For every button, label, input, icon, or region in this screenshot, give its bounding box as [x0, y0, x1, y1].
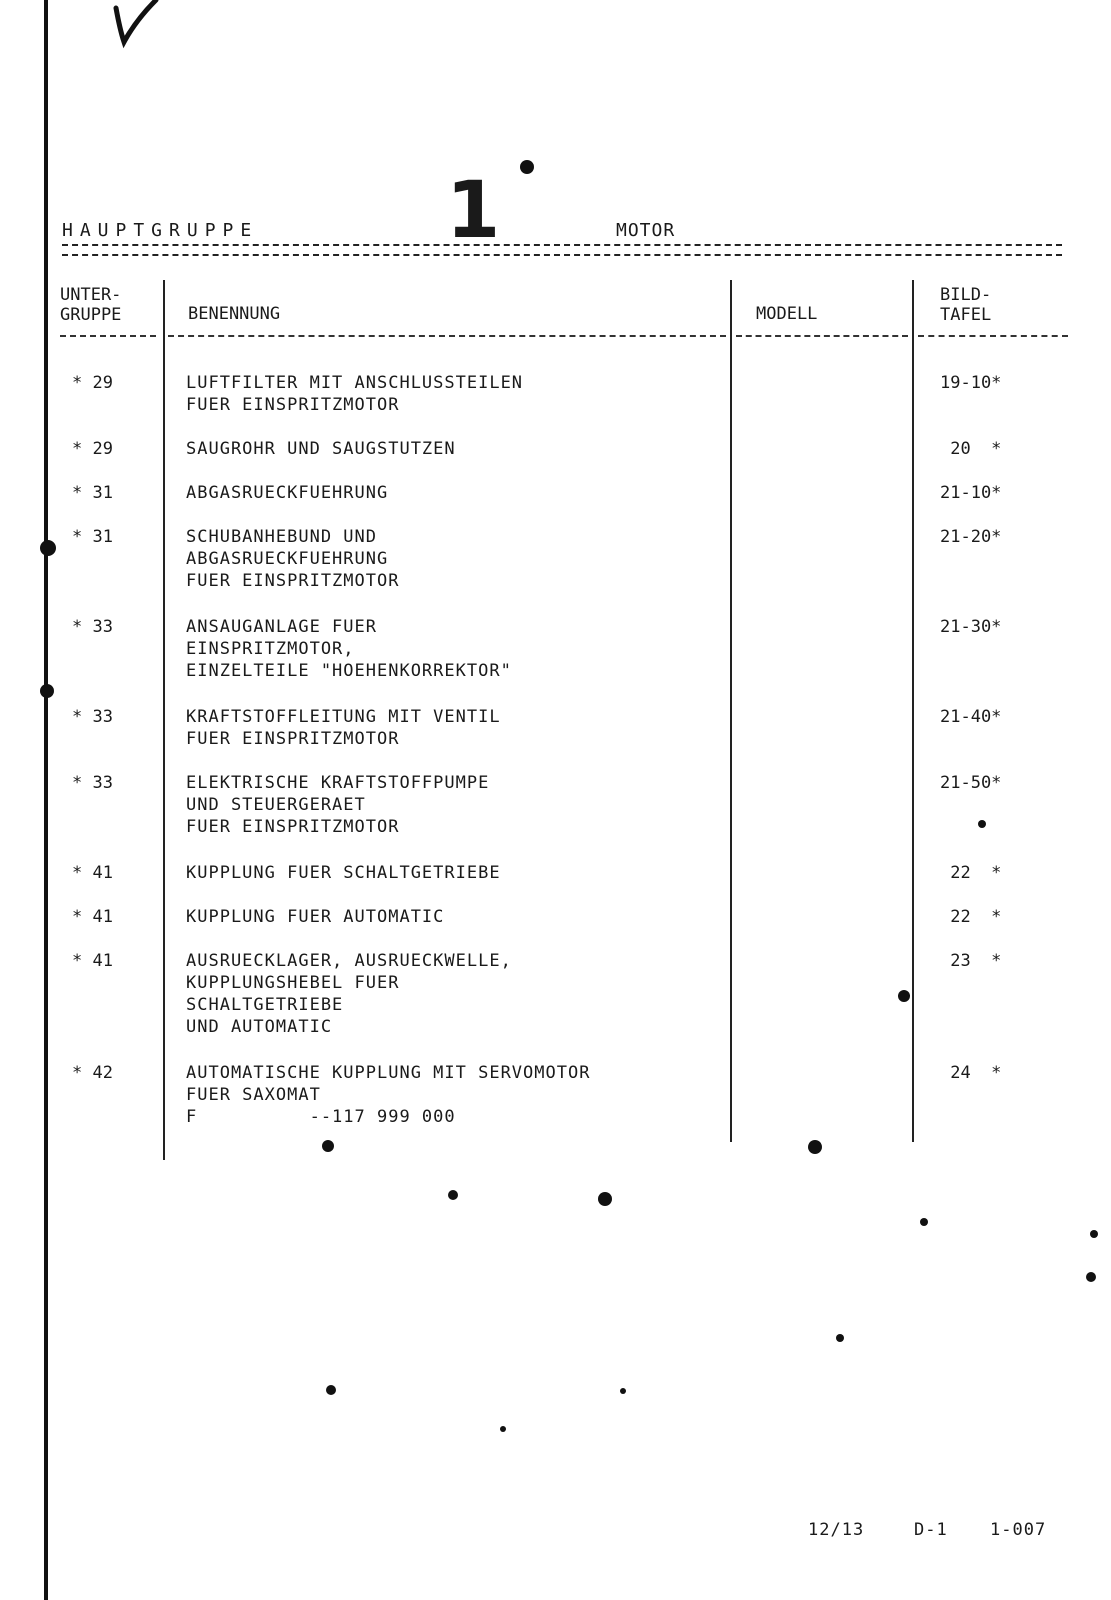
benennung-cell	[186, 372, 726, 416]
benennung-cell	[186, 950, 726, 1038]
benennung-line: ABGASRUECKFUEHRUNG	[186, 483, 389, 503]
benennung-line: EINSPRITZMOTOR,	[186, 639, 355, 659]
footer-date: 12/13	[808, 1520, 865, 1540]
header-label: HAUPTGRUPPE	[62, 220, 259, 241]
benennung-cell	[186, 1062, 726, 1128]
untergruppe-cell: * 29	[72, 373, 113, 393]
benennung-line: EINZELTEILE "HOEHENKORREKTOR"	[186, 661, 512, 681]
column-header-line: UNTER-	[60, 285, 122, 305]
scan-speck	[40, 540, 56, 556]
benennung-line: ANSAUGANLAGE FUER	[186, 617, 377, 637]
benennung-line: UND AUTOMATIC	[186, 1017, 333, 1037]
scan-speck	[322, 1140, 334, 1152]
benennung-cell	[186, 438, 726, 460]
benennung-cell	[186, 482, 726, 504]
benennung-cell	[186, 772, 726, 838]
benennung-line: KUPPLUNGSHEBEL FUER	[186, 973, 400, 993]
benennung-line: FUER SAXOMAT	[186, 1085, 321, 1105]
benennung-line: UND STEUERGERAET	[186, 795, 366, 815]
benennung-line: AUTOMATISCHE KUPPLUNG MIT SERVOMOTOR	[186, 1063, 591, 1083]
scan-speck	[448, 1190, 458, 1200]
binding-edge	[44, 0, 48, 1600]
benennung-cell	[186, 706, 726, 750]
benennung-line: F --117 999 000	[186, 1107, 456, 1127]
benennung-line: FUER EINSPRITZMOTOR	[186, 395, 400, 415]
header-rule	[168, 335, 726, 337]
column-header-bildtafel	[940, 285, 1030, 325]
bildtafel-cell: 21-10*	[940, 483, 1002, 503]
untergruppe-cell: * 33	[72, 707, 113, 727]
untergruppe-cell: * 42	[72, 1063, 113, 1083]
benennung-line: LUFTFILTER MIT ANSCHLUSSTEILEN	[186, 373, 524, 393]
footer-section: D-1	[914, 1520, 948, 1540]
bildtafel-cell: 19-10*	[940, 373, 1002, 393]
scan-speck	[598, 1192, 612, 1206]
scan-speck	[898, 990, 910, 1002]
footer-page-number: 1-007	[990, 1520, 1047, 1540]
bildtafel-cell: 22 *	[940, 907, 1002, 927]
scan-speck	[326, 1385, 336, 1395]
scan-speck	[40, 684, 54, 698]
bildtafel-cell: 21-50*	[940, 773, 1002, 793]
benennung-cell	[186, 526, 726, 592]
benennung-line: KUPPLUNG FUER AUTOMATIC	[186, 907, 445, 927]
bildtafel-cell: 23 *	[940, 951, 1002, 971]
benennung-line: FUER EINSPRITZMOTOR	[186, 571, 400, 591]
scan-speck	[520, 160, 534, 174]
column-divider	[163, 280, 165, 1160]
scan-speck	[500, 1426, 506, 1432]
untergruppe-cell: * 41	[72, 951, 113, 971]
scan-speck	[978, 820, 986, 828]
column-header-line: BILD-	[940, 285, 992, 305]
column-header-benennung: BENENNUNG	[188, 304, 281, 324]
group-number: 1	[446, 166, 501, 256]
benennung-line: ABGASRUECKFUEHRUNG	[186, 549, 389, 569]
scan-speck	[836, 1334, 844, 1342]
benennung-cell	[186, 906, 726, 928]
group-title: MOTOR	[616, 220, 676, 241]
benennung-line: KUPPLUNG FUER SCHALTGETRIEBE	[186, 863, 501, 883]
column-header-line: GRUPPE	[60, 305, 122, 325]
benennung-line: AUSRUECKLAGER, AUSRUECKWELLE,	[186, 951, 512, 971]
scan-speck	[808, 1140, 822, 1154]
bildtafel-cell: 21-30*	[940, 617, 1002, 637]
benennung-line: FUER EINSPRITZMOTOR	[186, 817, 400, 837]
column-header-line: TAFEL	[940, 305, 992, 325]
scan-speck	[920, 1218, 928, 1226]
header-double-rule	[62, 244, 1062, 256]
header-rule	[60, 335, 156, 337]
untergruppe-cell: * 31	[72, 483, 113, 503]
column-header-untergruppe	[60, 285, 160, 325]
untergruppe-cell: * 41	[72, 863, 113, 883]
benennung-line: KRAFTSTOFFLEITUNG MIT VENTIL	[186, 707, 501, 727]
untergruppe-cell: * 31	[72, 527, 113, 547]
scan-speck	[620, 1388, 626, 1394]
bildtafel-cell: 21-20*	[940, 527, 1002, 547]
header-rule	[918, 335, 1068, 337]
bildtafel-cell: 20 *	[940, 439, 1002, 459]
column-divider	[912, 280, 914, 1142]
untergruppe-cell: * 33	[72, 617, 113, 637]
column-divider	[730, 280, 732, 1142]
benennung-line: ELEKTRISCHE KRAFTSTOFFPUMPE	[186, 773, 490, 793]
benennung-line: FUER EINSPRITZMOTOR	[186, 729, 400, 749]
benennung-cell	[186, 616, 726, 682]
bildtafel-cell: 21-40*	[940, 707, 1002, 727]
scan-speck	[1090, 1230, 1098, 1238]
untergruppe-cell: * 33	[72, 773, 113, 793]
untergruppe-cell: * 41	[72, 907, 113, 927]
benennung-cell	[186, 862, 726, 884]
column-header-modell: MODELL	[756, 304, 818, 324]
benennung-line: SAUGROHR UND SAUGSTUTZEN	[186, 439, 456, 459]
bildtafel-cell: 24 *	[940, 1063, 1002, 1083]
handwritten-check-mark	[108, 0, 168, 50]
benennung-line: SCHUBANHEBUND UND	[186, 527, 377, 547]
scan-speck	[1086, 1272, 1096, 1282]
header-rule	[736, 335, 908, 337]
untergruppe-cell: * 29	[72, 439, 113, 459]
bildtafel-cell: 22 *	[940, 863, 1002, 883]
benennung-line: SCHALTGETRIEBE	[186, 995, 344, 1015]
section-header	[62, 166, 1092, 256]
